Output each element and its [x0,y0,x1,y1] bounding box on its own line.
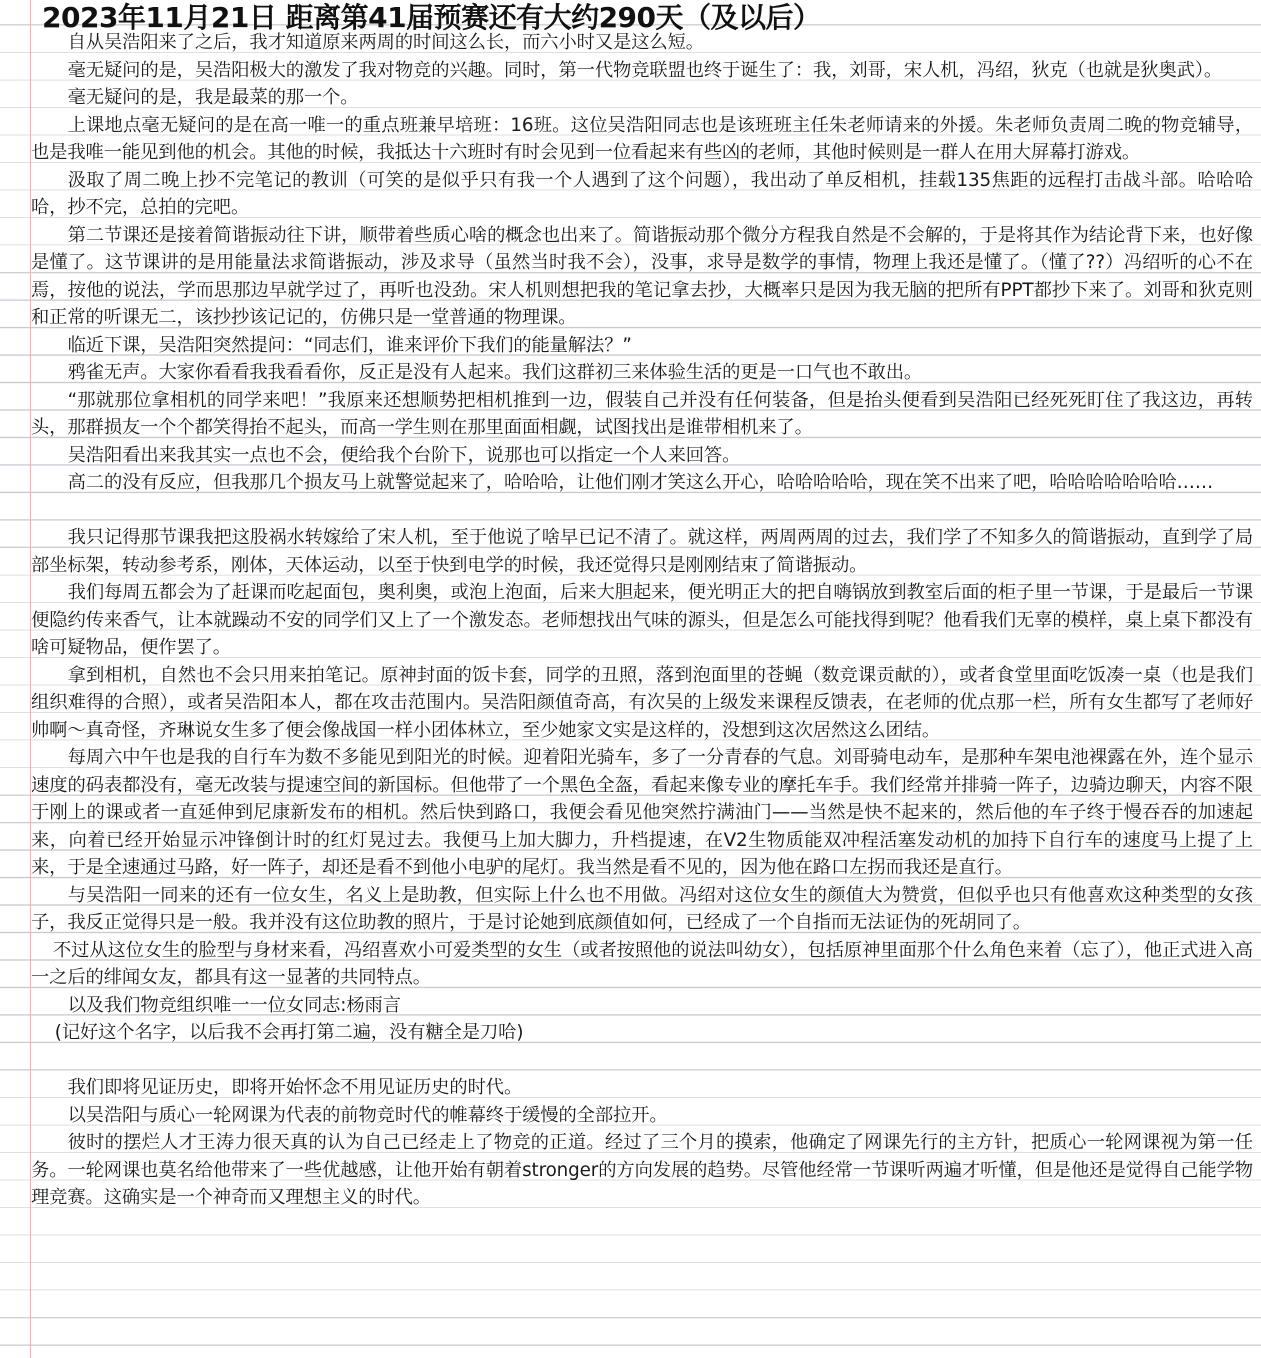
blank-line [31,1047,1253,1075]
document-body [31,29,1253,1212]
paragraph: 鸦雀无声。大家你看看我我看看你，反正是没有人起来。我们这群初三来体验生活的更是一口气也不敢出。 [67,362,923,383]
blank-line [31,497,1253,525]
paragraph: 我们每周五都会为了赶课而吃起面包，奥利奥，或泡上泡面，后来大胆起来，便光明正大的把自嗨锅放到教室后面的柜子里一节课，于是最后一节课便隐约传来香气，让本就躁动不安的同学们又上了一个激发态。老师想找出气味的源头，但是怎么可能找得到呢？他看我们无辜的模样，桌上桌下都没有啥可疑物品，便作罢了。 [31,582,1253,658]
document-page [31,0,1253,1212]
paragraph: 拿到相机，自然也不会只用来拍笔记。原神封面的饭卡套，同学的丑照，落到泡面里的苍蝇（数竞课贡献的），或者食堂里面吃饭凑一桌（也是我们组织难得的合照），或者吴浩阳本人，都在攻击范围内。吴浩阳颜值奇高，有次吴的上级发来课程反馈表，在老师的优点那一栏，所有女生都写了老师好帅啊～真奇怪，齐琳说女生多了便会像战国一样小团体林立，至少她家文实是这样的，没想到这次居然这么团结。 [31,664,1253,741]
paragraph: (记好这个名字，以后我不会再打第二遍，没有糖全是刀哈) [54,1022,524,1043]
paragraph: 毫无疑问的是，我是最菜的那一个。 [67,87,359,108]
paragraph: 与吴浩阳一同来的还有一位女生，名义上是助教，但实际上什么也不用做。冯绍对这位女生的颜值大为赞赏，但似乎也只有他喜欢这种类型的女孩子，我反正觉得只是一般。我并没有这位助教的照片，于是讨论她到底颜值如何，已经成了一个自指而无法证伪的死胡同了。 [31,884,1253,933]
paragraph: 每周六中午也是我的自行车为数不多能见到阳光的时候。迎着阳光骑车，多了一分青春的气息。刘哥骑电动车，是那种车架电池裸露在外，连个显示速度的码表都没有，毫无改装与提速空间的新国标。但他带了一个黑色全盔，看起来像专业的摩托车手。我们经常并排骑一阵子，边骑边聊天，内容不限于刚上的课或者一直延伸到尼康新发布的相机。然后快到路口，我便会看见他突然拧满油门——当然是快不起来的，然后他的车子终于慢吞吞的加速起来，向着已经开始显示冲锋倒计时的红灯晃过去。我便马上加大脚力，升档提速，在V2生物质能双冲程活塞发动机的加持下自行车的速度马上提了上来，于是全速通过马路，好一阵子，却还是看不到他小电驴的尾灯。我当然是看不见的，因为他在路口左拐而我还是直行。 [31,747,1253,878]
paragraph: 彼时的摆烂人才王涛力很天真的认为自己已经走上了物竞的正道。经过了三个月的摸索，他确定了网课先行的主方针，把质心一轮网课视为第一任务。一轮网课也莫名给他带来了一些优越感，让他开始有朝着stronger的方向发展的趋势。尽管他经常一节课听两遍才听懂，但是他还是觉得自己能学物理竞赛。这确实是一个神奇而又理想主义的时代。 [31,1132,1253,1208]
paragraph: 我只记得那节课我把这股祸水转嫁给了宋人机，至于他说了啥早已记不清了。就这样，两周两周的过去，我们学了不知多久的简谐振动，直到学了局部坐标架，转动参考系，刚体，天体运动，以至于快到电学的时候，我还觉得只是刚刚结束了简谐振动。 [31,527,1253,576]
paragraph: 第二节课还是接着简谐振动往下讲，顺带着些质心啥的概念也出来了。简谐振动那个微分方程我自然是不会解的，于是将其作为结论背下来，也好像是懂了。这节课讲的是用能量法求简谐振动，涉及求导（虽然当时我不会），没事，求导是数学的事情，物理上我还是懂了。（懂了??）冯绍听的心不在焉，按他的说法，学而思那边早就学过了，再听也没劲。宋人机则想把我的笔记拿去抄，大概率只是因为我无脑的把所有PPT都抄下来了。刘哥和狄克则和正常的听课无二，该抄抄该记记的，仿佛只是一堂普通的物理课。 [31,224,1253,328]
paragraph: 高二的没有反应，但我那几个损友马上就警觉起来了，哈哈哈，让他们刚才笑这么开心，哈哈哈哈哈，现在笑不出来了吧，哈哈哈哈哈哈哈…… [67,472,1214,493]
paragraph: 我们即将见证历史，即将开始怀念不用见证历史的时代。 [67,1077,523,1098]
document-title: 2023年11月21日 距离第41届预赛还有大约290天（及以后） [42,1,821,34]
paragraph: 上课地点毫无疑问的是在高一唯一的重点班兼早培班：16班。这位吴浩阳同志也是该班班主任朱老师请来的外援。朱老师负责周二晚的物竞辅导，也是我唯一能见到他的机会。其他的时候，我抵达十六班时有时会见到一位看起来有些凶的老师，其他时候则是一群人在用大屏幕打游戏。 [31,114,1253,163]
paragraph: “那就那位拿相机的同学来吧！”我原来还想顺势把相机推到一边，假装自己并没有任何装备，但是抬头便看到吴浩阳已经死死盯住了我这边，再转头，那群损友一个个都笑得抬不起头，而高一学生则在那里面面相觑，试图找出是谁带相机来了。 [31,389,1253,438]
paragraph: 不过从这位女生的脸型与身材来看，冯绍喜欢小可爱类型的女生（或者按照他的说法叫幼女），包括原神里面那个什么角色来着（忘了），他正式进入高一之后的绯闻女友，都具有这一显著的共同特点。 [31,939,1253,988]
paragraph: 自从吴浩阳来了之后，我才知道原来两周的时间这么长，而六小时又是这么短。 [67,32,704,53]
paragraph: 吴浩阳看出来我其实一点也不会，便给我个台阶下，说那也可以指定一个人来回答。 [67,444,741,466]
paragraph: 临近下课，吴浩阳突然提问：“同志们，谁来评价下我们的能量解法？” [67,334,632,356]
paragraph: 汲取了周二晚上抄不完笔记的教训（可笑的是似乎只有我一个人遇到了这个问题），我出动了单反相机，挂载135焦距的远程打击战斗部。哈哈哈哈，抄不完，总拍的完吧。 [31,169,1253,218]
paragraph: 以吴浩阳与质心一轮网课为代表的前物竞时代的帷幕终于缓慢的全部拉开。 [67,1104,668,1126]
paragraph: 毫无疑问的是，吴浩阳极大的激发了我对物竞的兴趣。同时，第一代物竞联盟也终于诞生了：我，刘哥，宋人机，冯绍，狄克（也就是狄奥武）。 [67,59,1223,81]
paragraph: 以及我们物竞组织唯一一位女同志:杨雨言 [67,994,401,1016]
